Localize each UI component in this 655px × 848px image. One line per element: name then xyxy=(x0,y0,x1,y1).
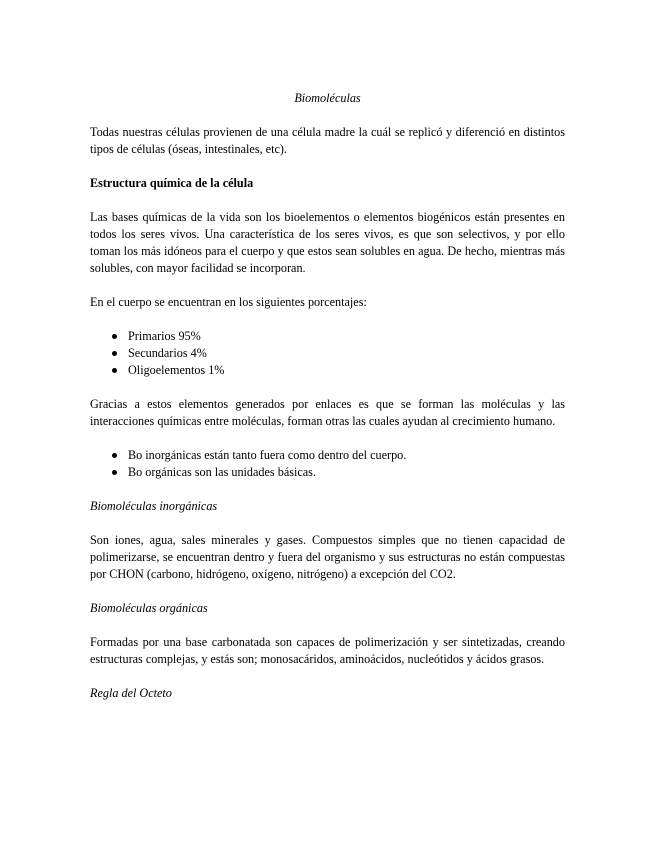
list-item-text: Oligoelementos 1% xyxy=(128,363,225,377)
list-item-text: Bo orgánicas son las unidades básicas. xyxy=(128,465,316,479)
section-heading: Estructura química de la célula xyxy=(90,176,254,190)
subheading-inorganic: Biomoléculas inorgánicas xyxy=(90,499,218,513)
organic-paragraph: Formadas por una base carbonatada son capaces de polimerización y ser sintetizadas, creando estructuras complejas, y estás son; monosacáridos, aminoácidos, nucleótidos y ácidos grasos. xyxy=(90,635,565,666)
bullet-icon xyxy=(112,470,117,475)
subheading-octet: Regla del Octeto xyxy=(90,686,172,700)
document-title: Biomoléculas xyxy=(294,91,361,105)
bases-paragraph: Las bases químicas de la vida son los bioelementos o elementos biogénicos están presentes en todos los seres vivos. Una característica de los seres vivos, es que son selectivos, y por ello toman los más idóneos para el cuerpo y que estos sean solubles en agua. De hecho, mientras más solubles, con mayor facilidad se incorporan. xyxy=(90,210,565,275)
list-item-text: Primarios 95% xyxy=(128,329,201,343)
inorganic-paragraph: Son iones, agua, sales minerales y gases. Compuestos simples que no tienen capacidad de polimerizarse, se encuentran dentro y fuera del organismo y sus estructuras no están compuestas por CHON (carbono, hidrógeno, oxígeno, nitrógeno) a excepción del CO2. xyxy=(90,533,565,581)
list-item xyxy=(90,464,565,481)
list-item-text: Bo inorgánicas están tanto fuera como dentro del cuerpo. xyxy=(128,448,407,462)
list-item xyxy=(90,362,565,379)
list-item-text: Secundarios 4% xyxy=(128,346,207,360)
percentages-list xyxy=(90,328,565,379)
intro-paragraph: Todas nuestras células provienen de una célula madre la cuál se replicó y diferenció en distintos tipos de células (óseas, intestinales, etc). xyxy=(90,125,565,156)
subheading-organic: Biomoléculas orgánicas xyxy=(90,601,208,615)
bullet-icon xyxy=(112,453,117,458)
list-item xyxy=(90,345,565,362)
bo-list xyxy=(90,447,565,481)
bullet-icon xyxy=(112,368,117,373)
bullet-icon xyxy=(112,351,117,356)
list-item xyxy=(90,447,565,464)
bullet-icon xyxy=(112,334,117,339)
percent-paragraph: En el cuerpo se encuentran en los siguientes porcentajes: xyxy=(90,295,367,309)
gracias-paragraph: Gracias a estos elementos generados por enlaces es que se forman las moléculas y las interacciones químicas entre moléculas, forman otras las cuales ayudan al crecimiento humano. xyxy=(90,397,565,428)
list-item xyxy=(90,328,565,345)
